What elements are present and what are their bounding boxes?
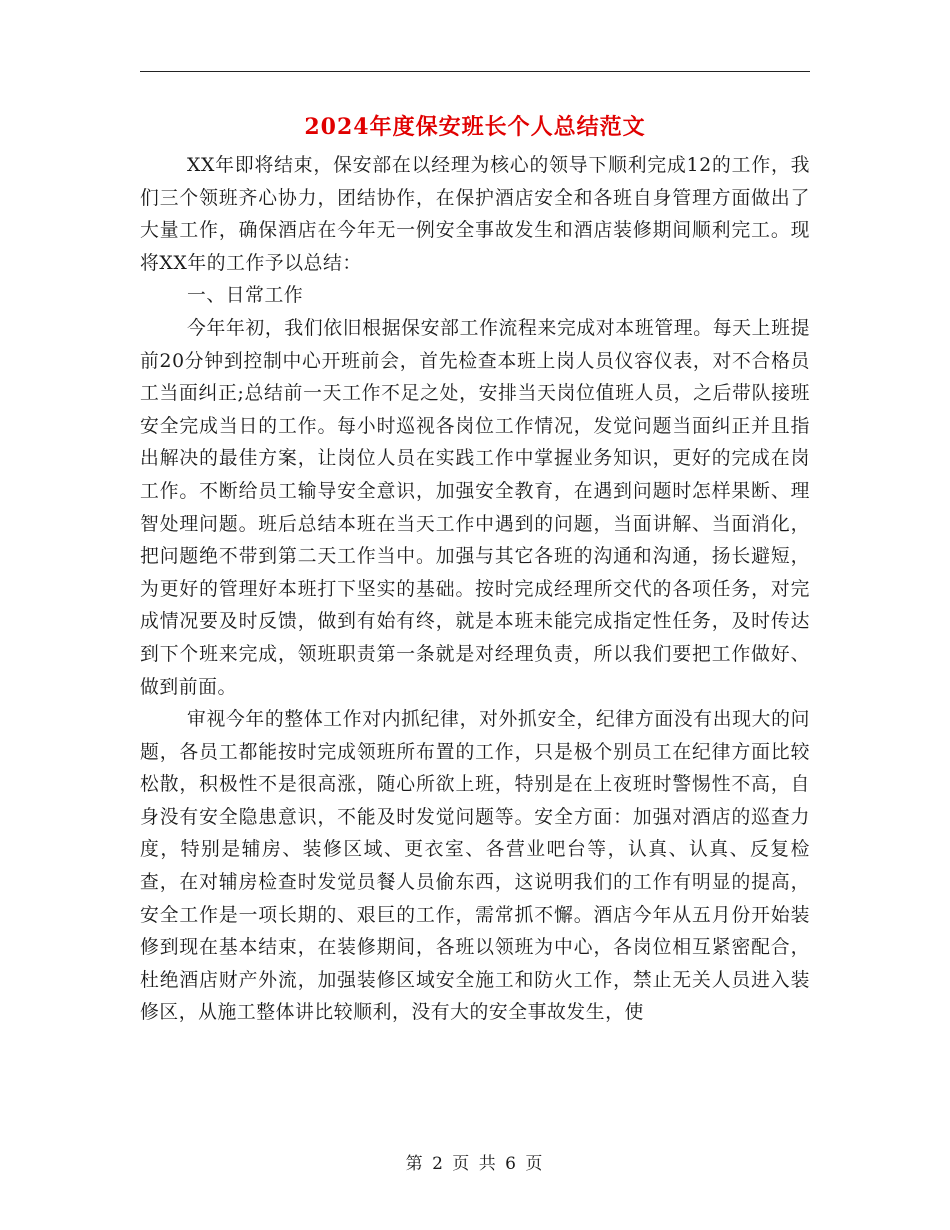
document-body [140, 150, 810, 1030]
paragraph-intro: XX年即将结束，保安部在以经理为核心的领导下顺利完成12的工作，我们三个领班齐心协力，团结协作，在保护酒店安全和各班自身管理方面做出了大量工作，确保酒店在今年无一例安全事故发生和酒店装修期间顺利完工。现将XX年的工作予以总结： [140, 155, 810, 274]
header-rule [140, 71, 810, 72]
page-number-footer: 第 2 页 共 6 页 [405, 1154, 545, 1174]
paragraph-review: 审视今年的整体工作对内抓纪律，对外抓安全，纪律方面没有出现大的问题，各员工都能按时完成领班所布置的工作，只是极个别员工在纪律方面比较松散，积极性不是很高涨，随心所欲上班，特别是在上夜班时警惕性不高，自身没有安全隐患意识，不能及时发觉问题等。安全方面：加强对酒店的巡查力度，特别是辅房、装修区域、更衣室、各营业吧台等，认真、认真、反复检查，在对辅房检查时发觉员餐人员偷东西，这说明我们的工作有明显的提高，安全工作是一项长期的、艰巨的工作，需常抓不懈。酒店今年从五月份开始装修到现在基本结束，在装修期间，各班以领班为中心，各岗位相互紧密配合，杜绝酒店财产外流，加强装修区域安全施工和防火工作，禁止无关人员进入装修区，从施工整体讲比较顺利，没有大的安全事故发生，使 [140, 709, 810, 1024]
section-heading-daily-work: 一、日常工作 [187, 285, 304, 307]
document-title: 2024年度保安班长个人总结范文 [304, 114, 646, 140]
paragraph-daily-work: 今年年初，我们依旧根据保安部工作流程来完成对本班管理。每天上班提前20分钟到控制中心开班前会，首先检查本班上岗人员仪容仪表，对不合格员工当面纠正;总结前一天工作不足之处，安排当天岗位值班人员，之后带队接班安全完成当日的工作。每小时巡视各岗位工作情况，发觉问题当面纠正并且指出解决的最佳方案，让岗位人员在实践工作中掌握业务知识，更好的完成在岗工作。不断给员工输导安全意识，加强安全教育，在遇到问题时怎样果断、理智处理问题。班后总结本班在当天工作中遇到的问题，当面讲解、当面消化，把问题绝不带到第二天工作当中。加强与其它各班的沟通和沟通，扬长避短，为更好的管理好本班打下坚实的基础。按时完成经理所交代的各项任务，对完成情况要及时反馈，做到有始有终，就是本班未能完成指定性任务，及时传达到下个班来完成，领班职责第一条就是对经理负责，所以我们要把工作做好、做到前面。 [140, 317, 810, 698]
